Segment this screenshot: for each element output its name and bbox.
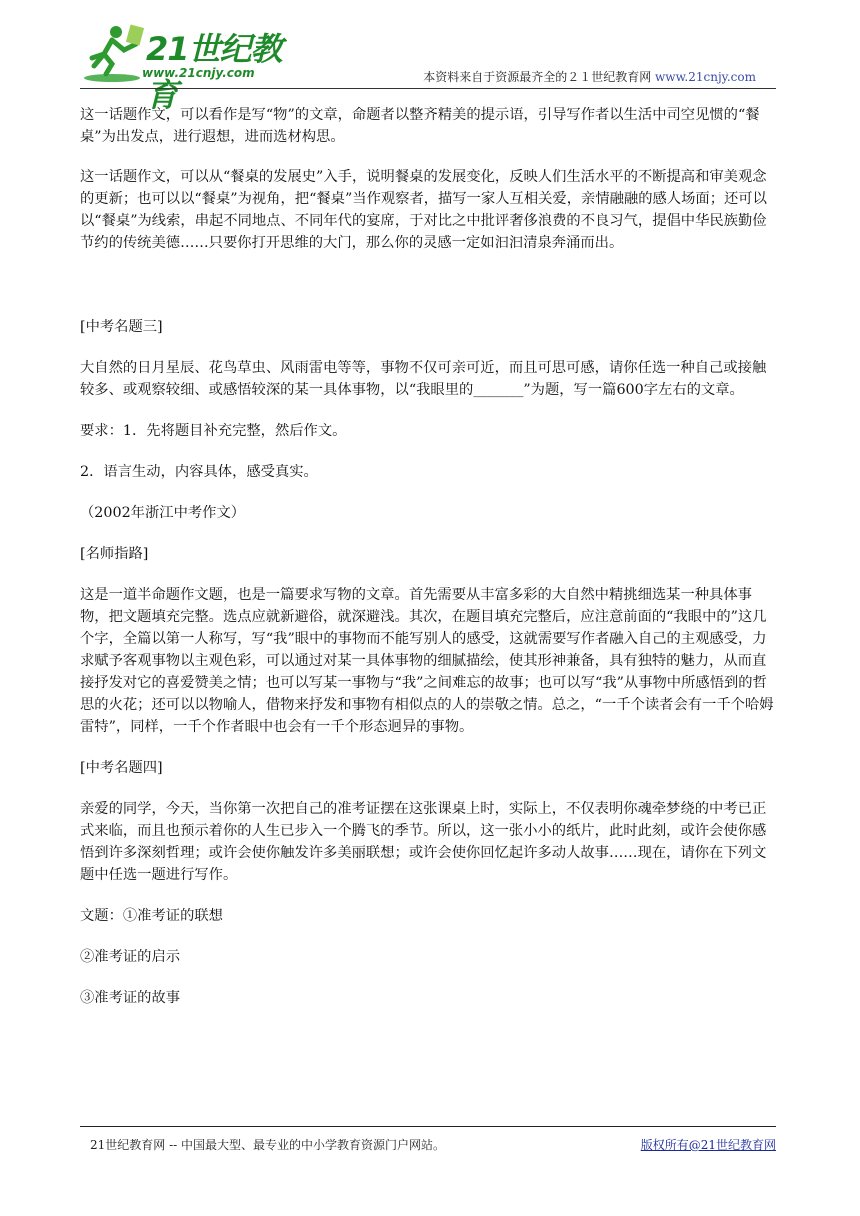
paragraph-4: 这是一道半命题作文题，也是一篇要求写物的文章。首先需要从丰富多彩的大自然中精挑细选某一种具体事物，把文题填充完整。选点应就新避俗，就深避浅。其次，在题目填充完整后，应注意前面的“我眼中的”这几个字，全篇以第一人称写，写“我”眼中的事物而不能写别人的感受，这就需要写作者融入自己的主观感受，力求赋予客观事物以主观色彩，可以通过对某一具体事物的细腻描绘，使其形神兼备，具有独特的魅力，从而直接抒发对它的喜爱赞美之情；也可以写某一事物与“我”之间难忘的故事；也可以写“我”从事物中所感悟到的哲思的火花；还可以以物喻人，借物来抒发和事物有相似点的人的崇敬之情。总之，“一千个读者会有一千个哈姆雷特”，同样，一千个作者眼中也会有一千个形态迥异的事物。 [80,587,774,735]
requirement-1: 要求：1．先将题目补充完整，然后作文。 [80,423,347,439]
paragraph-3: 大自然的日月星辰、花鸟草虫、风雨雷电等等，事物不仅可亲可近，而且可思可感，请你任选一种自己或接触较多、或观察较细、或感悟较深的某一具体事物，以“我眼里的_______”为题，写一篇600字左右的文章。 [80,360,767,398]
exam-source: （2002年浙江中考作文） [80,505,246,521]
logo-url: www.21cnjy.com [142,66,255,80]
runner-icon [82,22,146,84]
heading-teacher-tip: [名师指路] [80,546,149,562]
document-body [80,104,780,1009]
header-source [423,68,756,85]
paragraph-2: 这一话题作文，可以从“餐桌的发展史”入手，说明餐桌的发展变化，反映人们生活水平的不断提高和审美观念的更新；也可以以“餐桌”为视角，把“餐桌”当作观察者，描写一家人互相关爱，亲情融融的感人场面；还可以以“餐桌”为线索，串起不同地点、不同年代的宴席，于对比之中批评奢侈浪费的不良习气，提倡中华民族勤俭节约的传统美德……只要你打开思维的大门，那么你的灵感一定如汩汩清泉奔涌而出。 [80,169,767,251]
footer-text: 21世纪教育网 -- 中国最大型、最专业的中小学教育资源门户网站。 [90,1138,446,1152]
header-divider [80,88,776,89]
topic-3: ③准考证的故事 [80,990,181,1006]
header-source-link[interactable]: www.21cnjy.com [655,70,756,84]
paragraph-5: 亲爱的同学，今天，当你第一次把自己的准考证摆在这张课桌上时，实际上，不仅表明你魂牵梦绕的中考已正式来临，而且也预示着你的人生已步入一个腾飞的季节。所以，这一张小小的纸片，此时此刻，或许会使你感悟到许多深刻哲理；或许会使你触发许多美丽联想；或许会使你回忆起许多动人故事……现在，请你在下列文题中任选一题进行写作。 [80,801,767,883]
requirement-2: 2．语言生动，内容具体，感受真实。 [80,464,318,480]
site-logo [82,22,282,114]
footer-copyright-link[interactable]: 版权所有@21世纪教育网 [640,1138,776,1152]
topic-2: ②准考证的启示 [80,949,181,965]
header-source-text: 本资料来自于资源最齐全的２１世纪教育网 [423,70,652,84]
heading-question-3: [中考名题三] [80,319,163,335]
heading-question-4: [中考名题四] [80,760,163,776]
topic-1: 文题：①准考证的联想 [80,908,223,924]
paragraph-1: 这一话题作文，可以看作是写“物”的文章，命题者以整齐精美的提示语，引导写作者以生活中司空见惯的“餐桌”为出发点，进行遐想，进而选材构思。 [80,107,760,145]
footer-divider [80,1126,776,1127]
page-header [0,0,860,114]
logo-title: 21世纪教育 [146,30,282,114]
